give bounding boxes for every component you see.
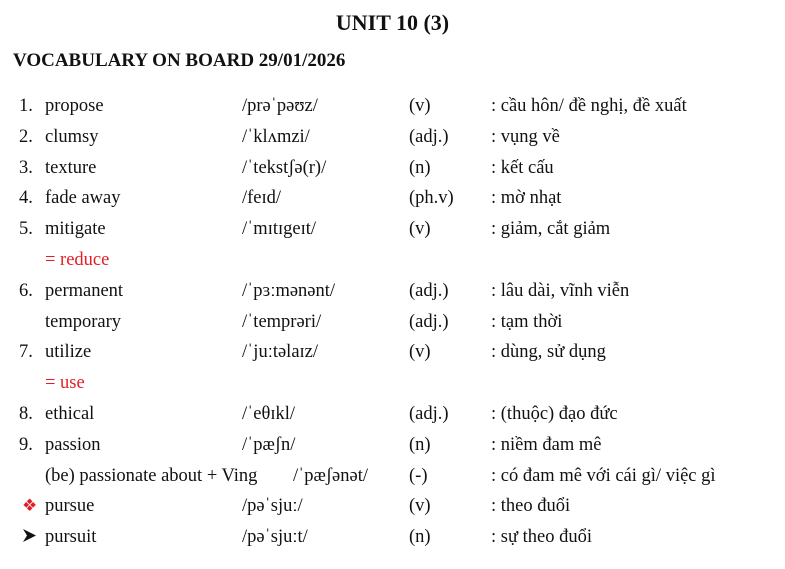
vocab-ipa: /ˈeθɪkl/ xyxy=(242,403,296,424)
vocab-ipa: /pəˈsjuːt/ xyxy=(242,527,308,548)
vocab-word: pursuit xyxy=(45,527,97,548)
vocab-part-of-speech: (-) xyxy=(409,465,428,486)
vocab-word: texture xyxy=(45,157,97,178)
vocab-part-of-speech: (adj.) xyxy=(409,126,449,147)
vocab-row-fade-away xyxy=(0,183,785,214)
vocab-row-pursuit xyxy=(0,522,785,553)
vocab-word: pursue xyxy=(45,496,95,517)
item-number: 8. xyxy=(19,403,33,424)
vocab-row-utilize xyxy=(0,337,785,368)
vocab-meaning: : cầu hôn/ đề nghị, đề xuất xyxy=(491,96,687,116)
synonym-note: = reduce xyxy=(45,249,110,270)
item-number: 5. xyxy=(19,219,33,240)
synonym-note-row xyxy=(0,245,785,276)
vocab-ipa: /feɪd/ xyxy=(242,188,282,209)
item-number: 7. xyxy=(19,342,33,363)
vocab-meaning: : tạm thời xyxy=(491,311,563,332)
synonym-note: = use xyxy=(45,373,85,394)
vocab-ipa: /pəˈsjuː/ xyxy=(242,496,303,517)
item-number: 9. xyxy=(19,434,33,455)
item-number: 3. xyxy=(19,157,33,178)
vocab-word: clumsy xyxy=(45,126,99,147)
vocab-meaning: : niềm đam mê xyxy=(491,434,602,455)
vocab-part-of-speech: (v) xyxy=(409,496,431,517)
item-number: 1. xyxy=(19,96,33,116)
vocab-ipa: /ˈtemprəri/ xyxy=(242,311,322,332)
vocab-ipa: /ˈtekstʃə(r)/ xyxy=(242,157,327,178)
vocabulary-list xyxy=(0,91,785,553)
vocab-word: fade away xyxy=(45,188,121,209)
item-number: 4. xyxy=(19,188,33,209)
vocab-word: permanent xyxy=(45,280,124,301)
section-heading: VOCABULARY ON BOARD 29/01/2026 xyxy=(13,50,346,71)
vocab-ipa: /ˈpæʃənət/ xyxy=(293,465,369,486)
vocab-word: passion xyxy=(45,434,101,455)
vocab-row-ethical xyxy=(0,399,785,430)
vocab-part-of-speech: (adj.) xyxy=(409,280,449,301)
vocab-meaning: : có đam mê với cái gì/ việc gì xyxy=(491,465,716,486)
vocab-row-permanent xyxy=(0,276,785,307)
vocab-row-passion xyxy=(0,430,785,461)
vocab-meaning: : sự theo đuổi xyxy=(491,527,592,548)
vocab-meaning: : giảm, cắt giảm xyxy=(491,219,611,240)
vocab-part-of-speech: (v) xyxy=(409,219,431,240)
vocab-part-of-speech: (n) xyxy=(409,157,431,178)
item-number: 2. xyxy=(19,126,33,147)
page-title: UNIT 10 (3) xyxy=(335,10,450,35)
vocab-row-texture xyxy=(0,153,785,184)
vocab-word: utilize xyxy=(45,342,92,363)
synonym-note-row xyxy=(0,368,785,399)
vocab-meaning: : (thuộc) đạo đức xyxy=(491,403,618,424)
vocab-word: (be) passionate about + Ving xyxy=(45,465,258,486)
vocab-row-clumsy xyxy=(0,122,785,153)
diamond-bullet-icon: ❖ xyxy=(22,496,38,516)
vocab-row-temporary xyxy=(0,307,785,338)
vocab-part-of-speech: (n) xyxy=(409,527,431,548)
vocab-meaning: : mờ nhạt xyxy=(491,188,562,209)
vocab-part-of-speech: (ph.v) xyxy=(409,188,454,209)
vocab-row-pursue xyxy=(0,491,785,522)
vocab-word: propose xyxy=(45,96,104,116)
vocab-ipa: /ˈklʌmzi/ xyxy=(242,126,310,147)
vocab-meaning: : lâu dài, vĩnh viễn xyxy=(491,280,630,301)
vocab-part-of-speech: (adj.) xyxy=(409,403,449,424)
vocab-ipa: /ˈjuːtəlaɪz/ xyxy=(242,342,319,363)
vocab-word: temporary xyxy=(45,311,122,332)
vocab-ipa: /prəˈpəʊz/ xyxy=(242,96,318,116)
vocab-row-passionate-about xyxy=(0,461,785,492)
vocab-word: mitigate xyxy=(45,219,106,240)
vocab-part-of-speech: (n) xyxy=(409,434,431,455)
vocab-meaning: : dùng, sử dụng xyxy=(491,342,606,363)
item-number: 6. xyxy=(19,280,33,301)
vocab-part-of-speech: (adj.) xyxy=(409,311,449,332)
arrowhead-bullet-icon xyxy=(22,522,37,553)
vocab-meaning: : vụng về xyxy=(491,126,560,147)
vocab-row-propose xyxy=(0,91,785,122)
vocab-meaning: : kết cấu xyxy=(491,157,554,178)
vocab-ipa: /ˈpɜːmənənt/ xyxy=(242,280,336,301)
vocab-ipa: /ˈpæʃn/ xyxy=(242,434,296,455)
vocab-part-of-speech: (v) xyxy=(409,342,431,363)
vocab-meaning: : theo đuổi xyxy=(491,496,571,517)
vocab-word: ethical xyxy=(45,403,95,424)
vocab-part-of-speech: (v) xyxy=(409,96,431,116)
vocab-ipa: /ˈmɪtɪgeɪt/ xyxy=(242,219,316,240)
vocab-row-mitigate xyxy=(0,214,785,245)
